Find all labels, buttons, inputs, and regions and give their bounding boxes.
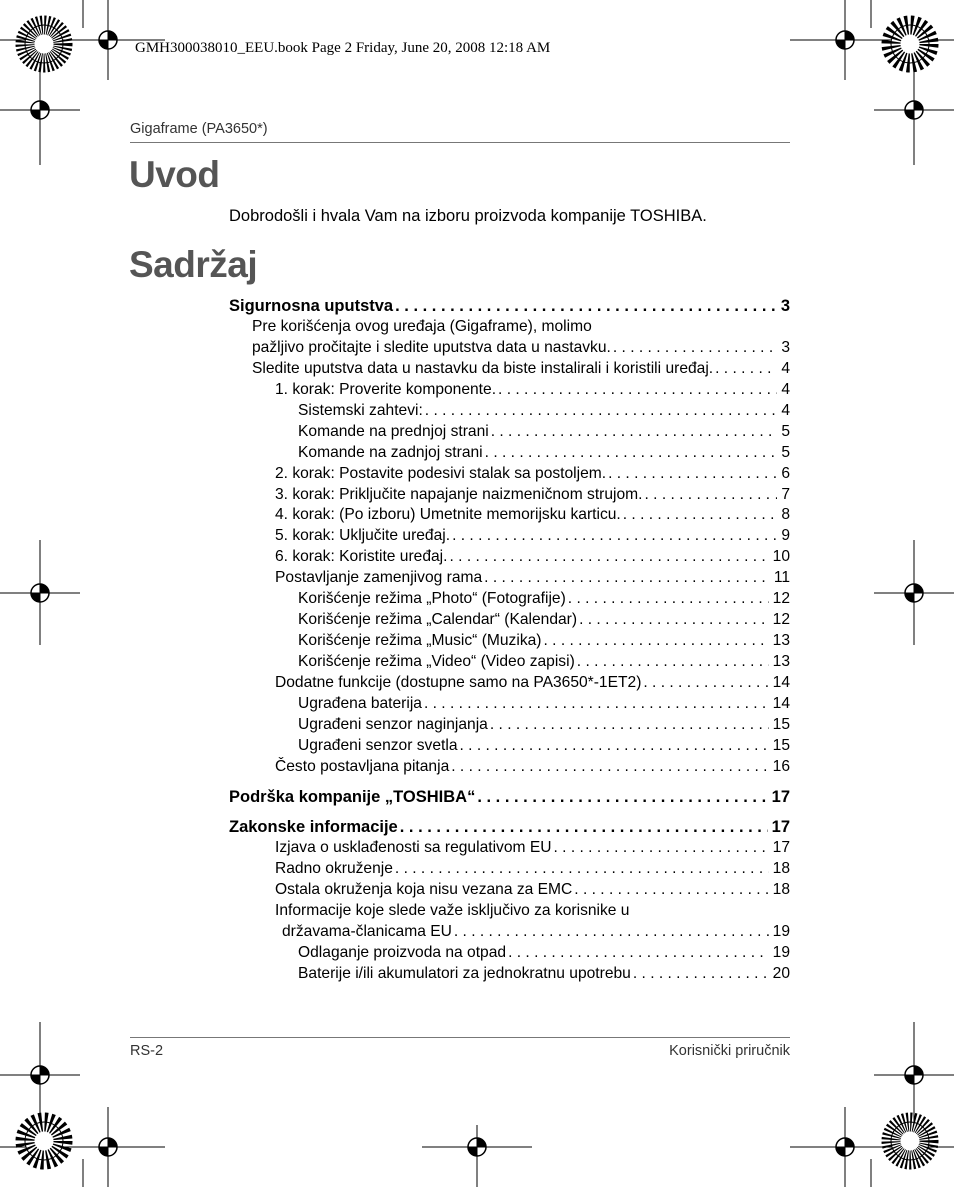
toc-label: 3. korak: Priključite napajanje naizmeničnom strujom. [275,486,643,503]
toc-page: 15 [772,737,790,754]
toc-label: 6. korak: Koristite uređaj. [275,548,448,565]
toc-entry-line: Pre korišćenja ovog uređaja (Gigaframe), molimo [252,318,592,335]
toc-leader [491,422,778,442]
toc-label: Baterije i/ili akumulatori za jednokratnu upotrebu [298,965,631,982]
toc-label: 4. korak: (Po izboru) Umetnite memorijsku karticu. [275,506,621,523]
toc-label: 1. korak: Proverite komponente. [275,381,497,398]
toc-page: 12 [772,590,790,607]
registration-star-br [891,1122,929,1160]
toc-page: 3 [781,339,790,356]
toc-label: Podrška kompanije „TOSHIBA“ [229,788,476,806]
toc-entry [298,694,790,714]
toc-label: Ugrađeni senzor naginjanja [298,716,488,733]
toc-leader [477,787,767,807]
toc-page: 17 [771,788,790,806]
toc-entry-line: Informacije koje slede važe isključivo za korisnike u [275,902,630,919]
toc-leader [400,817,768,837]
footer-rule [130,1037,790,1038]
toc-entry [298,715,790,735]
heading-contents: Sadržaj [129,244,258,285]
toc-leader [633,964,769,984]
toc-label: Komande na prednjoj strani [298,423,489,440]
toc-entry [275,757,790,777]
toc-leader [579,610,769,630]
toc-entry [298,610,790,630]
toc-page: 12 [772,611,790,628]
toc-leader [449,547,768,567]
toc-label: Radno okruženje [275,860,393,877]
toc-page: 14 [772,695,790,712]
toc-page: 15 [772,716,790,733]
toc-page: 11 [773,569,790,586]
toc-label: Ugrađena baterija [298,695,422,712]
toc-entry [298,631,790,651]
toc-label: Korišćenje režima „Calendar“ (Kalendar) [298,611,578,628]
intro-text: Dobrodošli i hvala Vam na izboru proizvoda kompanije TOSHIBA. [229,207,707,225]
toc-entry [275,568,790,588]
toc-leader [574,880,768,900]
toc-page: 20 [772,965,790,982]
toc-page: 4 [781,402,790,419]
toc-page: 3 [780,297,790,315]
toc-label: Postavljanje zamenjivog rama [275,569,483,586]
toc-label: Dodatne funkcije (dostupne samo na PA3650*-1ET2) [275,674,642,691]
toc-label: 5. korak: Uključite uređaj. [275,527,451,544]
toc-entry [252,359,790,379]
toc-entry [298,401,790,421]
toc-label: Sigurnosna uputstva [229,297,394,315]
toc-page: 5 [781,444,790,461]
toc-page: 10 [772,548,790,565]
toc-label: Zakonske informacije [229,818,398,836]
toc-leader [395,296,777,316]
toc-entry [275,526,790,546]
toc-leader [577,652,769,672]
toc-leader [623,505,778,525]
toc-label: Izjava o usklađenosti sa regulativom EU [275,839,552,856]
toc-entry [275,673,790,693]
toc-leader [425,401,778,421]
footer-title: Korisnički priručnik [669,1043,790,1059]
toc-leader [451,757,768,777]
toc-page: 8 [781,506,790,523]
toc-entry [275,838,790,858]
toc-page: 9 [781,527,790,544]
toc-page: 19 [772,923,790,940]
toc-label: Često postavljana pitanja [275,758,450,775]
toc-section [229,817,790,837]
toc-label: pažljivo pročitajte i sledite uputstva data u nastavku. [252,339,611,356]
toc-leader [644,485,777,505]
toc-label: Komande na zadnjoj strani [298,444,483,461]
toc-label: Korišćenje režima „Photo“ (Fotografije) [298,590,566,607]
toc-page: 7 [781,486,790,503]
toc-page: 4 [781,381,790,398]
toc-page: 18 [772,860,790,877]
toc-section [229,787,790,807]
print-header: GMH300038010_EEU.book Page 2 Friday, June 20, 2008 12:18 AM [135,40,551,56]
toc-entry [275,859,790,879]
toc-leader [424,694,769,714]
toc-entry [298,422,790,442]
toc-label: Sistemski zahtevi: [298,402,423,419]
toc-page: 14 [772,674,790,691]
toc-entry [275,485,790,505]
toc-label: Ugrađeni senzor svetla [298,737,458,754]
page-number: RS-2 [130,1043,164,1059]
toc-leader [568,589,769,609]
running-head: Gigaframe (PA3650*) [130,121,268,137]
toc-entry [298,589,790,609]
toc-leader [643,673,768,693]
toc-label: Korišćenje režima „Video“ (Video zapisi) [298,653,575,670]
heading-intro: Uvod [129,154,220,195]
toc-leader [608,464,777,484]
toc-page: 4 [781,360,790,377]
toc-page: 13 [772,653,790,670]
toc-leader [715,359,777,379]
toc-label: Sledite uputstva data u nastavku da biste instalirali i koristili uređaj. [252,360,714,377]
toc-page: 17 [771,818,790,836]
toc-leader [395,859,769,879]
toc-label: državama-članicama EU [282,923,452,940]
toc-leader [554,838,769,858]
toc-entry [298,652,790,672]
toc-entry [275,380,790,400]
toc-entry [275,464,790,484]
toc-page: 16 [772,758,790,775]
toc-leader [454,922,769,942]
toc-entry [298,443,790,463]
toc-leader [543,631,768,651]
toc-label: 2. korak: Postavite podesivi stalak sa postoljem. [275,465,607,482]
registration-star-tr [891,25,929,63]
toc-label: Korišćenje režima „Music“ (Muzika) [298,632,542,649]
toc-leader [490,715,769,735]
toc-leader [498,380,777,400]
toc-leader [452,526,777,546]
header-rule [130,142,790,143]
toc-entry [275,880,790,900]
toc-entry [298,736,790,756]
toc-entry [298,964,790,984]
toc-page: 5 [781,423,790,440]
toc-label: Ostala okruženja koja nisu vezana za EMC [275,881,573,898]
toc-leader [508,943,769,963]
toc-label: Odlaganje proizvoda na otpad [298,944,507,961]
toc-page: 18 [772,881,790,898]
toc-entry [275,505,790,525]
toc-entry [282,922,790,942]
toc-leader [485,443,778,463]
toc-entry [275,547,790,567]
toc-page: 6 [781,465,790,482]
toc-entry [252,338,790,358]
toc-page: 17 [772,839,790,856]
toc-entry [298,943,790,963]
registration-star-bl [25,1122,63,1160]
toc-page: 13 [772,632,790,649]
toc-page: 19 [772,944,790,961]
registration-star-tl [25,25,63,63]
toc-leader [484,568,770,588]
toc-leader [613,338,777,358]
toc-leader [460,736,769,756]
toc-section [229,296,790,316]
